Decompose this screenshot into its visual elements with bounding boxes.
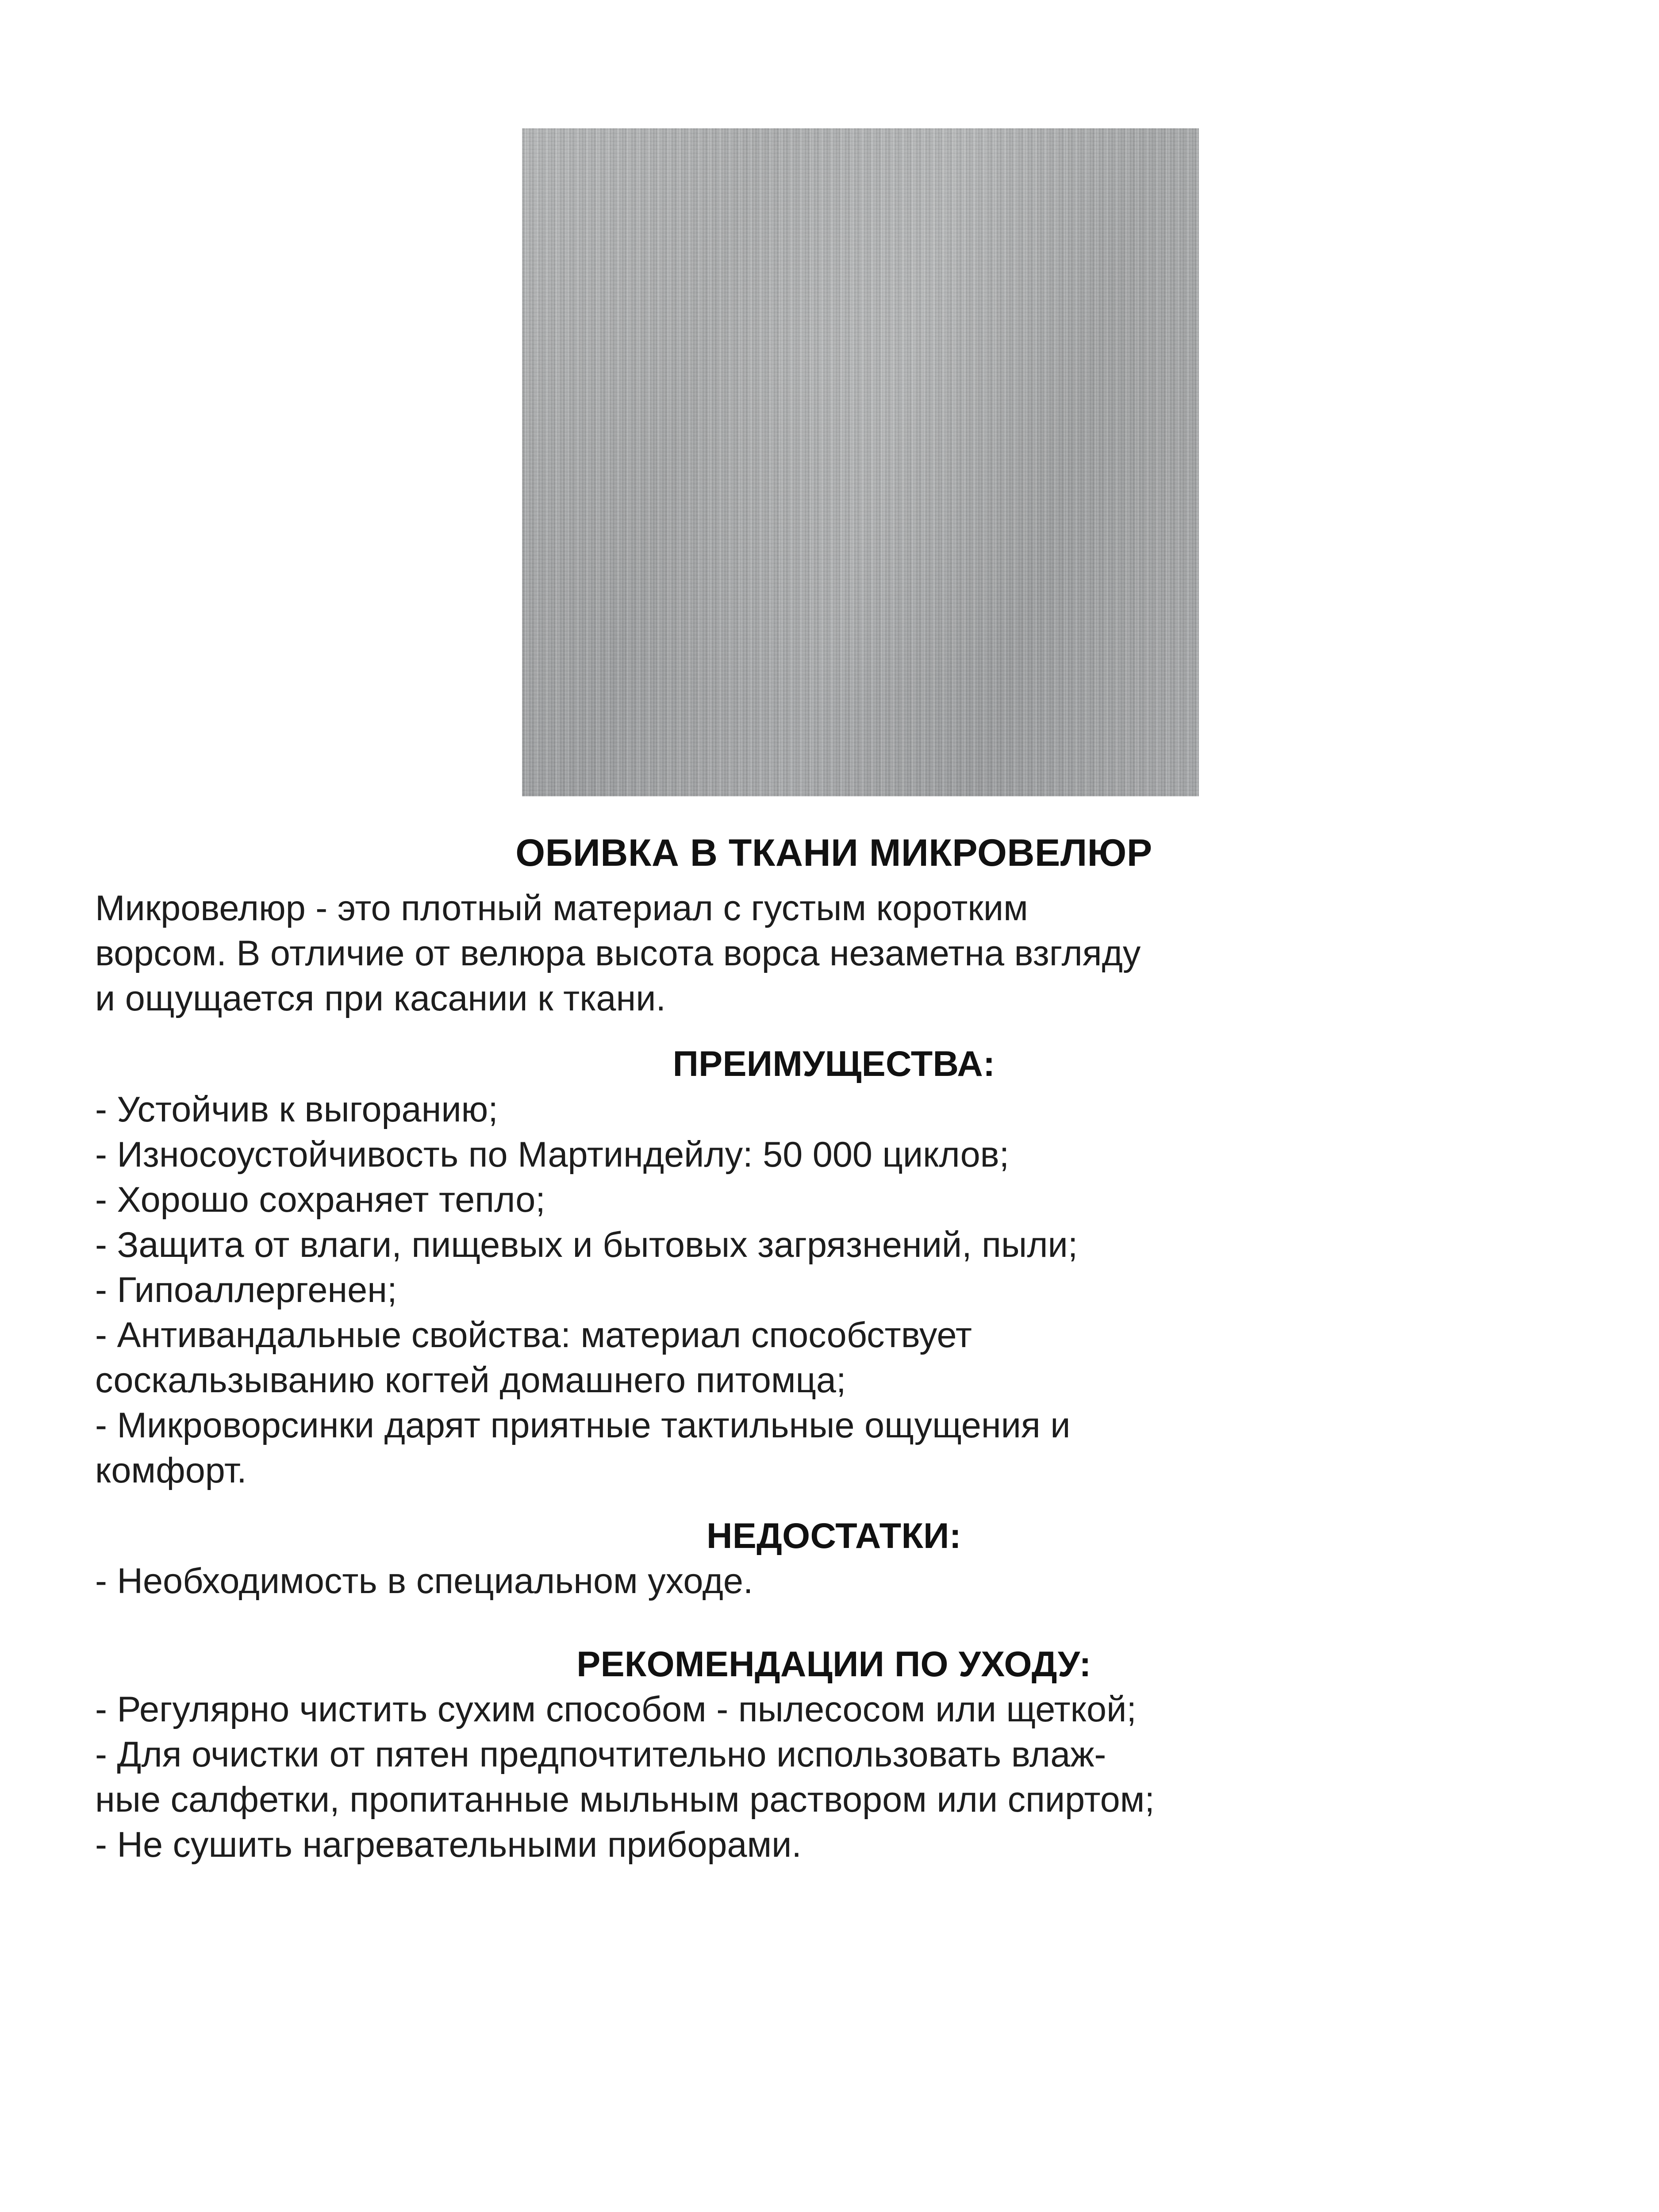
list-item: [95, 1087, 1573, 1132]
list-item-line: - Необходимость в специальном уходе.: [95, 1561, 753, 1601]
list-item-line: - Микроворсинки дарят приятные тактильные ощущения и: [95, 1405, 1071, 1445]
list-item: [95, 1687, 1573, 1732]
list-item-line: - Износоустойчивость по Мартиндейлу: 50 000 циклов;: [95, 1134, 1010, 1175]
fabric-swatch-image: [522, 128, 1199, 796]
document-content: [95, 832, 1573, 1867]
list-item: [95, 1732, 1573, 1822]
list-item: [95, 1313, 1573, 1403]
advantages-list: [95, 1087, 1573, 1493]
list-item-line: - Антивандальные свойства: материал способствует: [95, 1315, 972, 1355]
disadvantages-heading: НЕДОСТАТКИ:: [707, 1516, 961, 1556]
care-heading: РЕКОМЕНДАЦИИ ПО УХОДУ:: [576, 1644, 1091, 1685]
disadvantages-list: [95, 1559, 1573, 1604]
list-item: [95, 1267, 1573, 1313]
list-item-line: комфорт.: [95, 1450, 247, 1490]
page-title: ОБИВКА В ТКАНИ МИКРОВЕЛЮР: [515, 832, 1152, 874]
care-list: [95, 1687, 1573, 1867]
list-item: [95, 1559, 1573, 1604]
list-item-line: ные салфетки, пропитанные мыльным раствором или спиртом;: [95, 1780, 1155, 1820]
list-item-line: - Устойчив к выгоранию;: [95, 1089, 498, 1129]
list-item: [95, 1222, 1573, 1267]
list-item-line: - Не сушить нагревательными приборами.: [95, 1825, 802, 1865]
fabric-swatch-noise-overlay: [522, 128, 1199, 796]
fabric-swatch-texture: [522, 128, 1199, 796]
list-item: [95, 1177, 1573, 1222]
intro-line-3: и ощущается при касании к ткани.: [95, 979, 666, 1019]
list-item: [95, 1822, 1573, 1867]
spacer: [95, 1493, 1573, 1513]
list-item: [95, 1132, 1573, 1177]
list-item-line: - Хорошо сохраняет тепло;: [95, 1179, 545, 1220]
list-item-line: соскальзыванию когтей домашнего питомца;: [95, 1360, 846, 1400]
list-item-line: - Защита от влаги, пищевых и бытовых загрязнений, пыли;: [95, 1225, 1078, 1265]
list-item-line: - Для очистки от пятен предпочтительно использовать влаж-: [95, 1735, 1106, 1775]
spacer: [95, 1604, 1573, 1642]
list-item-line: - Гипоаллергенен;: [95, 1270, 397, 1310]
advantages-heading: ПРЕИМУЩЕСТВА:: [672, 1044, 995, 1084]
intro-line-1: Микровелюр - это плотный материал с густым коротким: [95, 888, 1028, 929]
intro-paragraph: [95, 886, 1573, 1021]
list-item-line: - Регулярно чистить сухим способом - пылесосом или щеткой;: [95, 1690, 1137, 1730]
list-item: [95, 1403, 1573, 1493]
spacer: [95, 1021, 1573, 1041]
intro-line-2: ворсом. В отличие от велюра высота ворса незаметна взгляду: [95, 933, 1141, 974]
